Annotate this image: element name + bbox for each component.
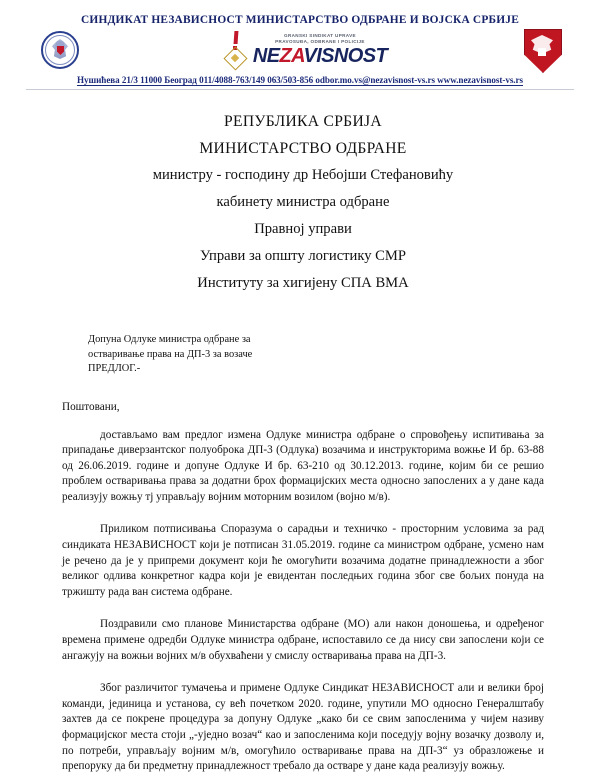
union-logo-subtitle-line2: PRAVOSUĐA, ODBRANE I POLICIJE: [275, 39, 365, 44]
exclamation-diamond-icon: [223, 30, 249, 70]
subject-line-2: остваривање права на ДП-3 за возаче: [88, 348, 253, 360]
subject-line-3: ПРЕДЛОГ.-: [88, 363, 141, 374]
union-logo-wordmark-part1: NE: [252, 44, 280, 67]
letterhead: [0, 0, 600, 90]
addressee-line-minister: министру - господину др Небојши Стефановићу: [152, 167, 454, 183]
document-body: [0, 108, 600, 775]
contact-line: Нушићева 21/3 11000 Београд 011/4088-763/149 063/503-856 odbor.mo.vs@nezavisnost-vs.rs www.nezavisnost-vs.rs: [76, 75, 524, 85]
paragraph-4: Због различитог тумачења и примене Одлуке Синдикат НЕЗАВИСНОСТ али и велики број команди, јединица и установа, су већ почетком 2020. године, упутили МО односно Генералштабу захтев да се покрене процедура за допуну Одлуке „како би се свим запосленима у чијем називу формацијског места стоји „-уједно возач“ као и запосленима који поседују војну возачку дозволу и, по потреби, управљају војним м/в, омогућило остваривање права на ДП-3“ уз образложење и препоруку да би предметну принадлежност требало да остваре у дане када реализују вожњу.: [62, 682, 544, 773]
union-logo-wordmark-part2: ZA: [279, 44, 304, 67]
military-union-emblem-icon: [40, 29, 80, 71]
nezavisnost-logo: [88, 30, 522, 70]
union-logo-subtitle-line1: GRANSKI SINDIKAT UPRAVE: [284, 33, 356, 39]
union-logo-wordmark: [253, 46, 387, 66]
subject-block: [88, 333, 544, 377]
addressee-line-cabinet: кабинету министра одбране: [216, 194, 390, 210]
subject-line-1: Допуна Одлуке министра одбране за: [88, 334, 251, 345]
paragraph-2: Приликом потписивања Споразума о сарадњи и техничко - просторним условима за рад синдиката НЕЗАВИСНОСТ који је потписан 31.05.2019. године са министром одбране, усмено нам је речено да је у припреми документ који ће омогућити возачима додатне принадлежности а због великог одлива конкретног кадра који је евидентан последњих година због све бољих понуда на тржишту рада ван система одбране.: [62, 523, 544, 598]
serbia-coat-of-arms-icon: [522, 28, 562, 72]
paragraph-1: достављамо вам предлог измена Одлуке министра одбране о спровођењу испитивања за припадање диверзантског полуоброка ДП-3 (Одлука) возачима и инструкторима вожње И бр. 63-88 од 26.06.2019. године и допуне Одлуке И бр. 63-210 од 30.12.2013. године, којим би се решио проблем остваривања права за додатни брох формацијских места односно запослених а у дане када реализују вожњу тј управљају војним моторним возилом (војно м/в).: [62, 428, 544, 503]
addressee-block: [62, 108, 544, 297]
organization-title: СИНДИКАТ НЕЗАВИСНОСТ МИНИСТАРСТВО ОДБРАНЕ И ВОЈСКА СРБИЈЕ: [80, 14, 520, 26]
addressee-line-legal-dept: Правној управи: [254, 221, 352, 237]
letterhead-divider: [26, 89, 574, 90]
addressee-line-logistics: Управи за општу логистику СМР: [199, 248, 407, 264]
union-logo-wordmark-part3: VISNOST: [303, 44, 388, 67]
paragraph-3: Поздравили смо планове Министарства одбране (МО) али након доношења, и одређеног времена примене одредби Одлуке министра одбране, испоставило се да нису сви запослени који се ангажују на вожњи војних м/в обухваћени у смислу остваривања права на ДП-3.: [62, 618, 544, 662]
addressee-line-ministry: МИНИСТАРСТВО ОДБРАНЕ: [199, 140, 407, 157]
addressee-line-institute: Институту за хигијену СПА ВМА: [197, 275, 409, 291]
union-logo-text: [253, 34, 387, 65]
addressee-line-republic: РЕПУБЛИКА СРБИЈА: [224, 113, 382, 130]
letterhead-logos-row: [18, 26, 582, 72]
salutation: Поштовани,: [62, 400, 120, 413]
